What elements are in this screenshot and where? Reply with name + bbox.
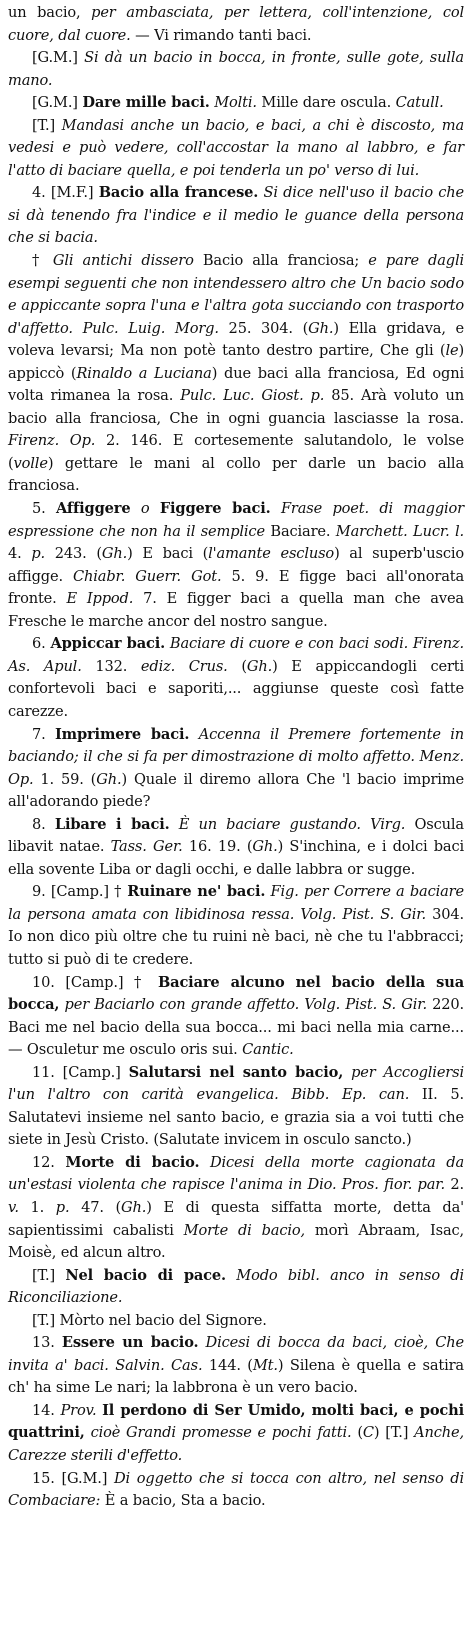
dictionary-entry [8, 1468, 464, 1513]
dictionary-entry [8, 814, 464, 882]
entry-italic-text: e pare dagli esempi seguenti che non intendessero altro che Un bacio sodo e appiccante sopra l'una e l'altra gota succiando con trasporto d'affetto. Pulc. Luig. Morg. [8, 252, 464, 337]
entry-text: 9. [Camp.] † [32, 883, 128, 901]
entry-text: 13. [32, 1334, 62, 1352]
entry-text: Baciare. [264, 522, 336, 540]
dictionary-entry [8, 2, 464, 47]
entry-italic-text: Mandasi anche un bacio, e baci, a chi è discosto, ma vedesi e può vedere, coll'accostar la mano al labbro, e far l'atto di baciare quella, e poi tenderla un po' verso di lui. [8, 116, 464, 179]
entry-text: 8. [32, 815, 55, 833]
entry-text: 25. 304. ( [218, 319, 309, 337]
entry-text: 7. [32, 725, 55, 743]
entry-italic-text: Dicesi della morte cagionata da un'estasi violenta che rapisce l'anima in Dio. Pros. fior. par. [8, 1153, 464, 1194]
entry-italic-text: Firenz. Op. [8, 432, 96, 450]
entry-text: Oscula libavit natae. [8, 815, 464, 856]
entry-text: [T.] [32, 116, 62, 134]
entry-italic-text: p. [55, 1198, 70, 1216]
entry-italic-text: l'amante escluso [208, 545, 335, 563]
entry-text: 4. [M.F.] [32, 184, 99, 202]
entry-text [198, 1334, 205, 1351]
entry-text: 12. [32, 1153, 66, 1171]
entry-italic-text: Di oggetto che si tocca con altro, nel senso di Combaciare: [8, 1469, 464, 1510]
entry-text: 7. E figger baci a quella man che avea Fresche le marche ancor del nostro sangue. [8, 590, 464, 630]
entry-italic-text: Modo bibl. anco in senso di Riconciliazione. [8, 1266, 464, 1307]
entry-italic-text: Cantic. [242, 1041, 294, 1059]
entry-text: ) Ella gridava, e voleva levarsi; Ma non potè tanto destro partire, Che gli ( [8, 319, 465, 360]
entry-text [271, 500, 281, 517]
entry-italic-text: per Baciarlo con grande affetto. Volg. Pist. S. Gir. [64, 996, 427, 1014]
entry-italic-text: Mt. [252, 1356, 278, 1374]
entry-text: 4. [8, 545, 32, 563]
entry-headword: Appiccar baci. [50, 635, 166, 653]
entry-text: È a bacio, Sta a bacio. [100, 1492, 266, 1510]
dictionary-entry [8, 1332, 464, 1400]
entry-italic-text: Frase poet. di maggior espressione che non ha il semplice [8, 500, 464, 540]
entry-italic-text: E Ippod. [66, 590, 134, 608]
entry-text: ) [T.] [373, 1424, 415, 1442]
entry-italic-text: Tass. Ger. [110, 838, 183, 856]
entry-italic-text: Prov. [60, 1401, 97, 1419]
dictionary-entry [8, 250, 464, 498]
entry-text: 10. [Camp.] † [32, 973, 158, 991]
entry-text: 16. 19. ( [182, 838, 253, 856]
entry-headword: Libare i baci. [54, 815, 170, 833]
entry-italic-text: Accenna il Premere fortemente in baciando; il che si fa per dimostrazione di molto affetto. Menz. Op. [8, 725, 464, 788]
entry-italic-text: Gh. [308, 319, 334, 337]
entry-italic-text: Gh. [252, 838, 278, 856]
dictionary-entry [8, 972, 464, 1062]
entry-text [226, 1267, 236, 1284]
entry-italic-text: o [140, 500, 150, 518]
entry-text: morì Abraam, Isac, Moisè, ed alcun altro. [8, 1221, 465, 1262]
dictionary-entry [8, 47, 464, 92]
entry-text: ) gettare le mani al collo per darle un bacio alla franciosa. [8, 454, 464, 495]
entry-text: 243. ( [45, 545, 102, 563]
entry-headword: Ruinare ne' baci. [127, 883, 266, 901]
entry-headword: Nel bacio di pace. [65, 1266, 226, 1284]
entry-text: 2. [445, 1176, 464, 1194]
entry-text: Mille dare oscula. [256, 94, 396, 112]
entry-text: II. 5. Salutatevi insieme nel santo bacio, e grazia sia a voi tutti che siete in Jesù Cristo. (Salutate invicem in osculo sancto.) [8, 1086, 464, 1149]
entry-text: 5. [32, 500, 56, 518]
entry-italic-text: Gli antichi dissero [52, 252, 194, 270]
entry-italic-text: Gh. [121, 1198, 147, 1216]
entry-italic-text: p. [31, 545, 46, 563]
entry-italic-text: volle [13, 454, 48, 472]
dictionary-entry [8, 1400, 464, 1468]
entry-text: 47. ( [69, 1198, 122, 1216]
dictionary-entry [8, 1062, 464, 1152]
entry-italic-text: Si dà un bacio in bocca, in fronte, sulle gote, sulla mano. [8, 49, 464, 89]
entry-text [130, 500, 140, 517]
entry-italic-text: per ambasciata, per lettera, coll'intenzione, col cuore, dal cuore. [8, 4, 464, 44]
entry-text [343, 1064, 351, 1081]
entry-text: 2. 146. E cortesemente salutandolo, le volse ( [8, 432, 464, 472]
entry-text [170, 816, 179, 833]
entry-text: 132. [81, 657, 141, 675]
entry-italic-text: Gh. [96, 770, 122, 788]
dictionary-entry [8, 1265, 464, 1310]
entry-italic-text: le [445, 342, 459, 360]
dictionary-entry [8, 182, 464, 250]
entry-headword: Affiggere [55, 500, 131, 518]
entry-text: [T.] [32, 1266, 66, 1284]
entry-text: [G.M.] [32, 94, 83, 112]
entry-text: un bacio, [8, 4, 92, 21]
entry-text: ) E di questa siffatta morte, detta da' sapientissimi cabalisti [8, 1198, 465, 1239]
entry-text: 1. [18, 1198, 56, 1216]
entry-text: 11. [Camp.] [32, 1063, 129, 1081]
entry-italic-text: cioè Grandi promesse e pochi fatti. [90, 1424, 352, 1442]
dictionary-entry [8, 1310, 464, 1333]
entry-italic-text: Morte di bacio, [183, 1221, 305, 1239]
entry-headword: Imprimere baci. [55, 725, 190, 743]
dictionary-entry [8, 633, 464, 723]
entry-text: ) due baci alla franciosa, Ed ogni volta rimanea la rosa. [8, 364, 464, 405]
entry-text: 5. 9. E figge baci all'onorata fronte. [8, 567, 465, 608]
entry-text: ) S'inchina, e i dolci baci ella sovente Liba or dagli occhi, e dalle labbra or sugge. [8, 838, 464, 878]
dictionary-entry [8, 881, 464, 971]
entry-italic-text: v. [8, 1198, 19, 1216]
entry-italic-text: C [362, 1424, 374, 1442]
entry-text: ) al superb'uscio affigge. [8, 545, 464, 585]
entry-headword: Baciare alcuno nel bacio della sua bocca, [8, 973, 465, 1014]
entry-italic-text: Dicesi di bocca da baci, cioè, Che invita a' baci. Salvin. Cas. [8, 1334, 464, 1374]
entry-text: [T.] Mòrto nel bacio del Signore. [32, 1311, 267, 1329]
entry-italic-text: Marchett. Lucr. l. [335, 522, 464, 540]
dictionary-entry [8, 498, 464, 633]
entry-text: ( [351, 1424, 363, 1442]
entry-text: 220. Baci me nel bacio della sua bocca... mi baci nella mia carne... — Osculetur me osculo oris sui. [8, 996, 464, 1059]
dictionary-entry [8, 92, 464, 115]
entry-headword: Dare mille baci. [82, 94, 210, 112]
entry-text: ) Quale il diremo allora Che 'l bacio imprime all'adorando piede? [8, 770, 464, 811]
entry-italic-text: per Accogliersi l'un l'altro con carità evangelica. Bibb. Ep. can. [8, 1063, 464, 1104]
entry-text: 6. [32, 635, 51, 653]
dictionary-entry [8, 1152, 464, 1265]
entry-text: 304. Io non dico più oltre che tu ruini nè baci, nè che tu l'abbracci; tutto si può di te credere. [8, 905, 464, 968]
entry-text: † [32, 252, 53, 270]
entry-text: [G.M.] [32, 49, 85, 67]
entry-text: 144. ( [202, 1356, 253, 1374]
entry-italic-text: Pulc. Luc. Giost. p. [180, 387, 325, 405]
entry-text: Bacio alla franciosa; [193, 252, 369, 270]
entry-italic-text: ediz. Crus. [140, 657, 228, 675]
entry-text: — Vi rimando tanti baci. [130, 26, 312, 44]
entry-text: ) appiccò ( [8, 342, 464, 382]
entry-headword: Il perdono di Ser Umido, molti baci, e pochi quattrini, [8, 1401, 464, 1442]
entry-italic-text: Rinaldo a Luciana [76, 364, 212, 382]
entry-text: 14. [32, 1401, 61, 1419]
entry-italic-text: Baciare di cuore e con baci sodi. Firenz. As. Apul. [8, 635, 464, 675]
entry-italic-text: Anche, Carezze sterili d'effetto. [8, 1424, 464, 1464]
entry-italic-text: Si dice nell'uso il bacio che si dà tenendo fra l'indice e il medio le guance della persona che si bacia. [8, 184, 464, 247]
entry-headword: Figgere baci. [159, 500, 271, 518]
entry-text [189, 726, 198, 743]
entry-text: ) E appiccandogli certi confortevoli baci e saporiti,... aggiunse queste così fatte carezze. [8, 657, 465, 720]
entry-italic-text: Chiabr. Guerr. Got. [72, 567, 222, 585]
entry-text [149, 500, 159, 517]
entry-text: 85. Arà voluto un bacio alla franciosa, Che in ogni guancia lasciasse la rosa. [8, 387, 465, 427]
entry-headword: Salutarsi nel santo bacio, [128, 1063, 344, 1081]
entry-italic-text: Gh. [101, 545, 128, 563]
entry-text: ) Silena è quella e satira ch' ha sime Le nari; la labbrona è un vero bacio. [8, 1356, 464, 1397]
dictionary-entry [8, 115, 464, 183]
entry-headword: Morte di bacio. [65, 1153, 200, 1171]
entry-text: 1. 59. ( [33, 770, 97, 788]
entry-italic-text: Catull. [395, 94, 444, 112]
entry-italic-text: Fig. per Correre a baciare la persona amata con libidinosa ressa. Volg. Pist. S. Gir. [8, 883, 464, 923]
entry-headword: Bacio alla francese. [98, 184, 259, 202]
entry-italic-text: Gh. [246, 657, 273, 675]
entry-headword: Essere un bacio. [61, 1334, 199, 1352]
entry-text: ) E baci ( [127, 545, 209, 563]
entry-italic-text: È un baciare gustando. Virg. [178, 815, 406, 833]
entry-text [199, 1154, 210, 1171]
entry-text: ( [227, 657, 247, 675]
entry-italic-text: Molti. [214, 94, 257, 112]
dictionary-entry [8, 724, 464, 814]
entry-text: 15. [G.M.] [32, 1469, 114, 1487]
